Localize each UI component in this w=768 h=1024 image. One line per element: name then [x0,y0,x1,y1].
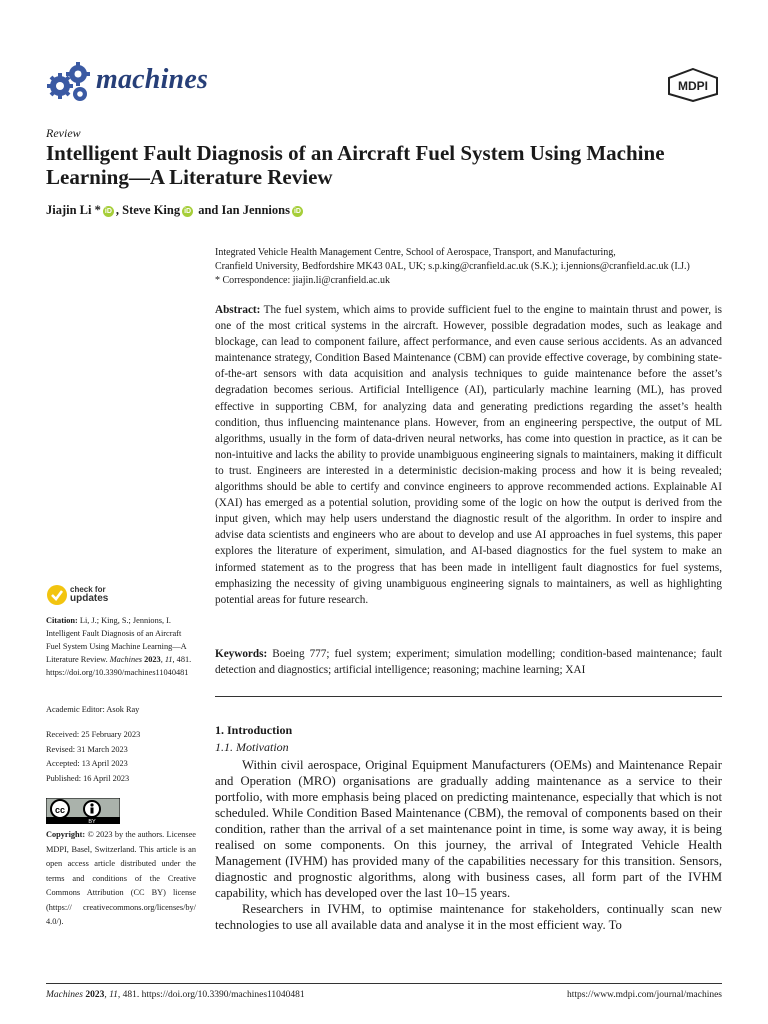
affiliation-line: Cranfield University, Bedfordshire MK43 0AL, UK; s.p.king@cranfield.ac.uk (S.K.); i.jennions@cranfield.ac.uk (I.J.) [215,261,690,272]
copyright-label: Copyright: [46,830,86,839]
received-date: Received: 25 February 2023 [46,730,141,739]
copyright-notice [46,828,196,930]
footer-journal-url[interactable]: https://www.mdpi.com/journal/machines [566,990,722,1000]
author-name[interactable]: Jiajin Li [46,203,92,217]
keywords-label: Keywords: [215,648,268,660]
introduction-body [215,757,722,933]
citation-text: Li, J.; King, S.; Jennions, I. Intelligent Fault Diagnosis of an Aircraft Fuel System Using Machine Learning—A Literature Review. [46,616,187,664]
subsection-heading: 1.1. Motivation [215,740,289,754]
footer-divider [46,983,722,984]
footer-year: 2023 [85,990,105,1000]
affiliation-line: Integrated Vehicle Health Management Centre, School of Aerospace, Transport, and Manufacturing, [215,247,616,258]
mdpi-logo-text: MDPI [678,79,708,93]
cc-by-license-icon[interactable] [46,798,120,824]
abstract-divider [215,696,722,697]
svg-text:cc: cc [54,805,66,815]
accepted-date: Accepted: 13 April 2023 [46,759,128,768]
published-date: Published: 16 April 2023 [46,773,130,783]
abstract-text: The fuel system, which aims to provide sufficient fuel to the engine to maintain thrust and power, is one of the most critical systems in the aircraft. However, possible degradation modes, such as leakage and blockage, can lead to component failure, affect performance, and even cause serious accidents. As an advanced maintenance strategy, Condition Based Maintenance (CBM) can provide effective coverage, by combining state-of-the-art sensors with data acquisition and analysis techniques to guide maintenance before the asset’s degradation becomes serious. Artificial Intelligence (AI), particularly machine learning (ML), has proved effective in supporting CBM, for analyzing data and generating predictions regarding the asset’s health condition, thus influencing maintenance plans. However, from an engineering perspective, the output of ML algorithms, usually in the form of data-driven neural networks, has come into question in practice, as it can be non-intuitive and lacks the ability to provide unambiguous engineering signals to maintainers, making it difficult to trust. Engineers are interested in a deterministic decision-making process and how it is being revealed; algorithms should be able to certify and convince engineers to approve recommended actions. Explainable AI (XAI) has emerged as a potential solution, providing some of the logic on how the output is derived from the input given, which may help users understand the diagnostic result of the algorithm. In order to inspire and advise data scientists and engineers who are about to develop and use AI approaches in fuel systems, this paper explores the literature of experiment, simulation, and AI-based diagnostics for the fuel system to make an informed statement as to the progress that has been made in intelligent fault diagnostics for fuel systems, emphasizing the necessity of giving unambiguous engineering signals to maintainers, as well as highlighting potential areas for future research. [215,304,722,606]
article-type: Review [46,126,81,140]
author-separator: and [195,203,222,217]
check-for-updates-icon[interactable] [46,584,68,606]
revised-date: Revised: 31 March 2023 [46,744,128,754]
footer-citation: Machines 2023, 11, 481. https://doi.org/10.3390/machines11040481 [46,990,305,1000]
citation-label: Citation: [46,616,78,625]
author-name[interactable]: Steve King [122,203,181,217]
check-for-updates-label[interactable] [70,585,108,603]
article-title: Intelligent Fault Diagnosis of an Aircraft Fuel System Using Machine Learning—A Literature Review [46,141,665,189]
footer-doi[interactable]: , 481. https://doi.org/10.3390/machines11040481 [117,990,305,1000]
correspondence: * Correspondence: jiajin.li@cranfield.ac.uk [215,275,390,286]
abstract [215,302,722,608]
citation-doi[interactable]: , 481. https://doi.org/10.3390/machines11040481 [46,655,192,677]
svg-text:BY: BY [88,819,96,824]
mdpi-logo-icon[interactable] [667,68,719,102]
orcid-icon[interactable]: iD [184,208,192,215]
journal-name: machines [96,64,209,95]
keywords [215,646,722,678]
orcid-icon[interactable]: iD [104,208,112,215]
author-name[interactable]: Ian Jennions [221,203,290,217]
citation-volume: 11 [164,655,173,664]
footer-journal: Machines [46,990,83,1000]
paragraph: Within civil aerospace, Original Equipment Manufacturers (OEMs) and Maintenance Repair and Operation (MRO) organisations are gradually adding maintenance as a service to their portfolio, with more emphasis being placed on predicting maintenance, especially that which is not scheduled. While Condition Based Maintenance (CBM), the removal of components based on their condition, rather than the arrival of a set maintenance point in time, is some way away, it is being realised on some components. On this journey, the arrival of Integrated Vehicle Health Management (IVHM) has provided many of the capabilities necessary for this transition. Sensors, diagnostic and prognostic algorithms, along with business cases, all form part of the IVHM capability, which has developed over the last 10–15 years. [215,758,722,900]
affiliations [215,246,730,288]
paragraph: Researchers in IVHM, to optimise maintenance for stakeholders, continually scan new technologies to use all available data and analyse it in the most efficient way. To [215,902,722,932]
author-list [46,203,305,218]
journal-logo-gears-icon [46,58,92,104]
abstract-label: Abstract: [215,304,261,316]
author-separator: , [115,203,123,217]
citation-year: 2023 [144,655,161,664]
check-line: check for [70,585,106,594]
academic-editor: Academic Editor: Asok Ray [46,705,140,714]
citation-journal: Machines [109,655,143,664]
section-heading: 1. Introduction [215,723,293,737]
corresponding-mark: * [91,203,101,217]
citation: Citation: Li, J.; King, S.; Jennions, I. Intelligent Fault Diagnosis of an Aircraft Fuel System Using Machine Learning—A Literature Review. Machines 2023, 11, 481. https://doi.org/10.3390/machines11040481 [46,616,192,677]
publication-dates [46,728,140,786]
check-line: updates [70,593,109,604]
footer-volume: 11 [109,990,118,1000]
orcid-icon[interactable]: iD [293,208,301,215]
copyright-text: © 2023 by the authors. Licensee MDPI, Basel, Switzerland. This article is an open access article distributed under the terms and conditions of the Creative Commons Attribution (CC BY) license (https:// creativecommons.org/licenses/by/ 4.0/). [46,830,196,926]
keywords-text: Boeing 777; fuel system; experiment; simulation modelling; condition-based maintenance; fault detection and diagnostics; artificial intelligence; reasoning; machine learning; XAI [215,648,722,677]
